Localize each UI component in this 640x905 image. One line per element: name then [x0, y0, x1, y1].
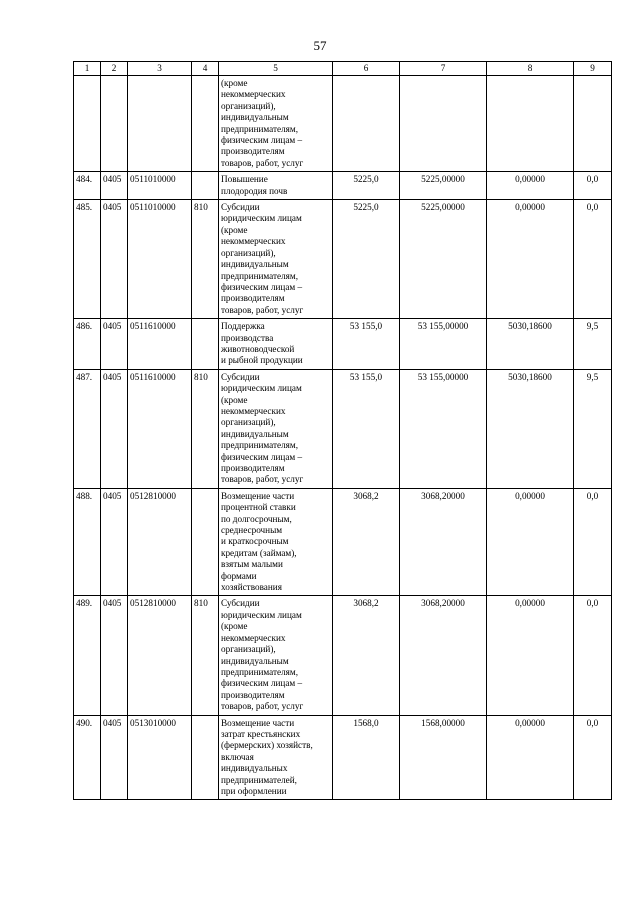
target-code: 0512810000 [128, 488, 192, 596]
executed-amount: 0,00000 [487, 200, 574, 319]
row-number: 485. [74, 200, 101, 319]
executed-amount: 5030,18600 [487, 319, 574, 370]
planned-amount: 1568,0 [333, 715, 400, 800]
row-number: 486. [74, 319, 101, 370]
table-row [74, 596, 612, 715]
section-code: 0405 [101, 715, 128, 800]
row-number: 484. [74, 172, 101, 200]
execution-percent [574, 76, 612, 172]
target-code: 0511610000 [128, 369, 192, 488]
planned-amount: 3068,2 [333, 488, 400, 596]
planned-amount: 5225,0 [333, 200, 400, 319]
row-number: 489. [74, 596, 101, 715]
table-row [74, 488, 612, 596]
expense-type-code [192, 488, 219, 596]
expense-type-code [192, 715, 219, 800]
section-code: 0405 [101, 200, 128, 319]
row-number: 488. [74, 488, 101, 596]
table-body [74, 76, 612, 800]
planned-amount: 5225,0 [333, 172, 400, 200]
execution-percent: 9,5 [574, 319, 612, 370]
row-number: 490. [74, 715, 101, 800]
column-header: 8 [487, 62, 574, 76]
execution-percent: 0,0 [574, 200, 612, 319]
target-code: 0511610000 [128, 319, 192, 370]
expense-type-code: 810 [192, 369, 219, 488]
table-header-row [74, 62, 612, 76]
target-code: 0511010000 [128, 200, 192, 319]
execution-percent: 0,0 [574, 488, 612, 596]
item-name: Субсидии юридическим лицам (кроме некоммерческих организаций), индивидуальным предпринимателям, физическим лицам – производителям товаров, работ, услуг [219, 596, 333, 715]
item-name: Поддержка производства животноводческой и рыбной продукции [219, 319, 333, 370]
approved-amount: 1568,00000 [400, 715, 487, 800]
column-header: 4 [192, 62, 219, 76]
section-code: 0405 [101, 369, 128, 488]
executed-amount: 0,00000 [487, 596, 574, 715]
expense-type-code [192, 76, 219, 172]
row-number [74, 76, 101, 172]
planned-amount: 53 155,0 [333, 319, 400, 370]
approved-amount: 5225,00000 [400, 200, 487, 319]
item-name: Возмещение части затрат крестьянских (фермерских) хозяйств, включая индивидуальных предпринимателей, при оформлении [219, 715, 333, 800]
page-number: 57 [313, 38, 327, 53]
target-code: 0512810000 [128, 596, 192, 715]
execution-percent: 0,0 [574, 172, 612, 200]
target-code: 0511010000 [128, 172, 192, 200]
section-code [101, 76, 128, 172]
executed-amount [487, 76, 574, 172]
column-header: 6 [333, 62, 400, 76]
table-row [74, 319, 612, 370]
approved-amount: 53 155,00000 [400, 319, 487, 370]
approved-amount: 3068,20000 [400, 596, 487, 715]
execution-percent: 0,0 [574, 596, 612, 715]
planned-amount: 53 155,0 [333, 369, 400, 488]
table-row [74, 76, 612, 172]
table-row [74, 715, 612, 800]
execution-percent: 0,0 [574, 715, 612, 800]
section-code: 0405 [101, 319, 128, 370]
expense-type-code: 810 [192, 596, 219, 715]
approved-amount [400, 76, 487, 172]
approved-amount: 5225,00000 [400, 172, 487, 200]
section-code: 0405 [101, 172, 128, 200]
item-name: (кроме некоммерческих организаций), индивидуальным предпринимателям, физическим лицам – производителям товаров, работ, услуг [219, 76, 333, 172]
executed-amount: 0,00000 [487, 172, 574, 200]
expense-type-code: 810 [192, 200, 219, 319]
column-header: 3 [128, 62, 192, 76]
target-code [128, 76, 192, 172]
planned-amount [333, 76, 400, 172]
column-header: 5 [219, 62, 333, 76]
item-name: Субсидии юридическим лицам (кроме некоммерческих организаций), индивидуальным предпринимателям, физическим лицам – производителям товаров, работ, услуг [219, 200, 333, 319]
budget-table [73, 61, 612, 800]
column-header: 7 [400, 62, 487, 76]
section-code: 0405 [101, 488, 128, 596]
execution-percent: 9,5 [574, 369, 612, 488]
planned-amount: 3068,2 [333, 596, 400, 715]
approved-amount: 3068,20000 [400, 488, 487, 596]
table-row [74, 172, 612, 200]
column-header: 9 [574, 62, 612, 76]
column-header: 1 [74, 62, 101, 76]
executed-amount: 0,00000 [487, 488, 574, 596]
table-row [74, 369, 612, 488]
section-code: 0405 [101, 596, 128, 715]
target-code: 0513010000 [128, 715, 192, 800]
executed-amount: 0,00000 [487, 715, 574, 800]
column-header: 2 [101, 62, 128, 76]
approved-amount: 53 155,00000 [400, 369, 487, 488]
item-name: Субсидии юридическим лицам (кроме некоммерческих организаций), индивидуальным предпринимателям, физическим лицам – производителям товаров, работ, услуг [219, 369, 333, 488]
executed-amount: 5030,18600 [487, 369, 574, 488]
row-number: 487. [74, 369, 101, 488]
item-name: Повышение плодородия почв [219, 172, 333, 200]
table-row [74, 200, 612, 319]
expense-type-code [192, 319, 219, 370]
item-name: Возмещение части процентной ставки по долгосрочным, среднесрочным и краткосрочным кредитам (займам), взятым малыми формами хозяйствования [219, 488, 333, 596]
expense-type-code [192, 172, 219, 200]
